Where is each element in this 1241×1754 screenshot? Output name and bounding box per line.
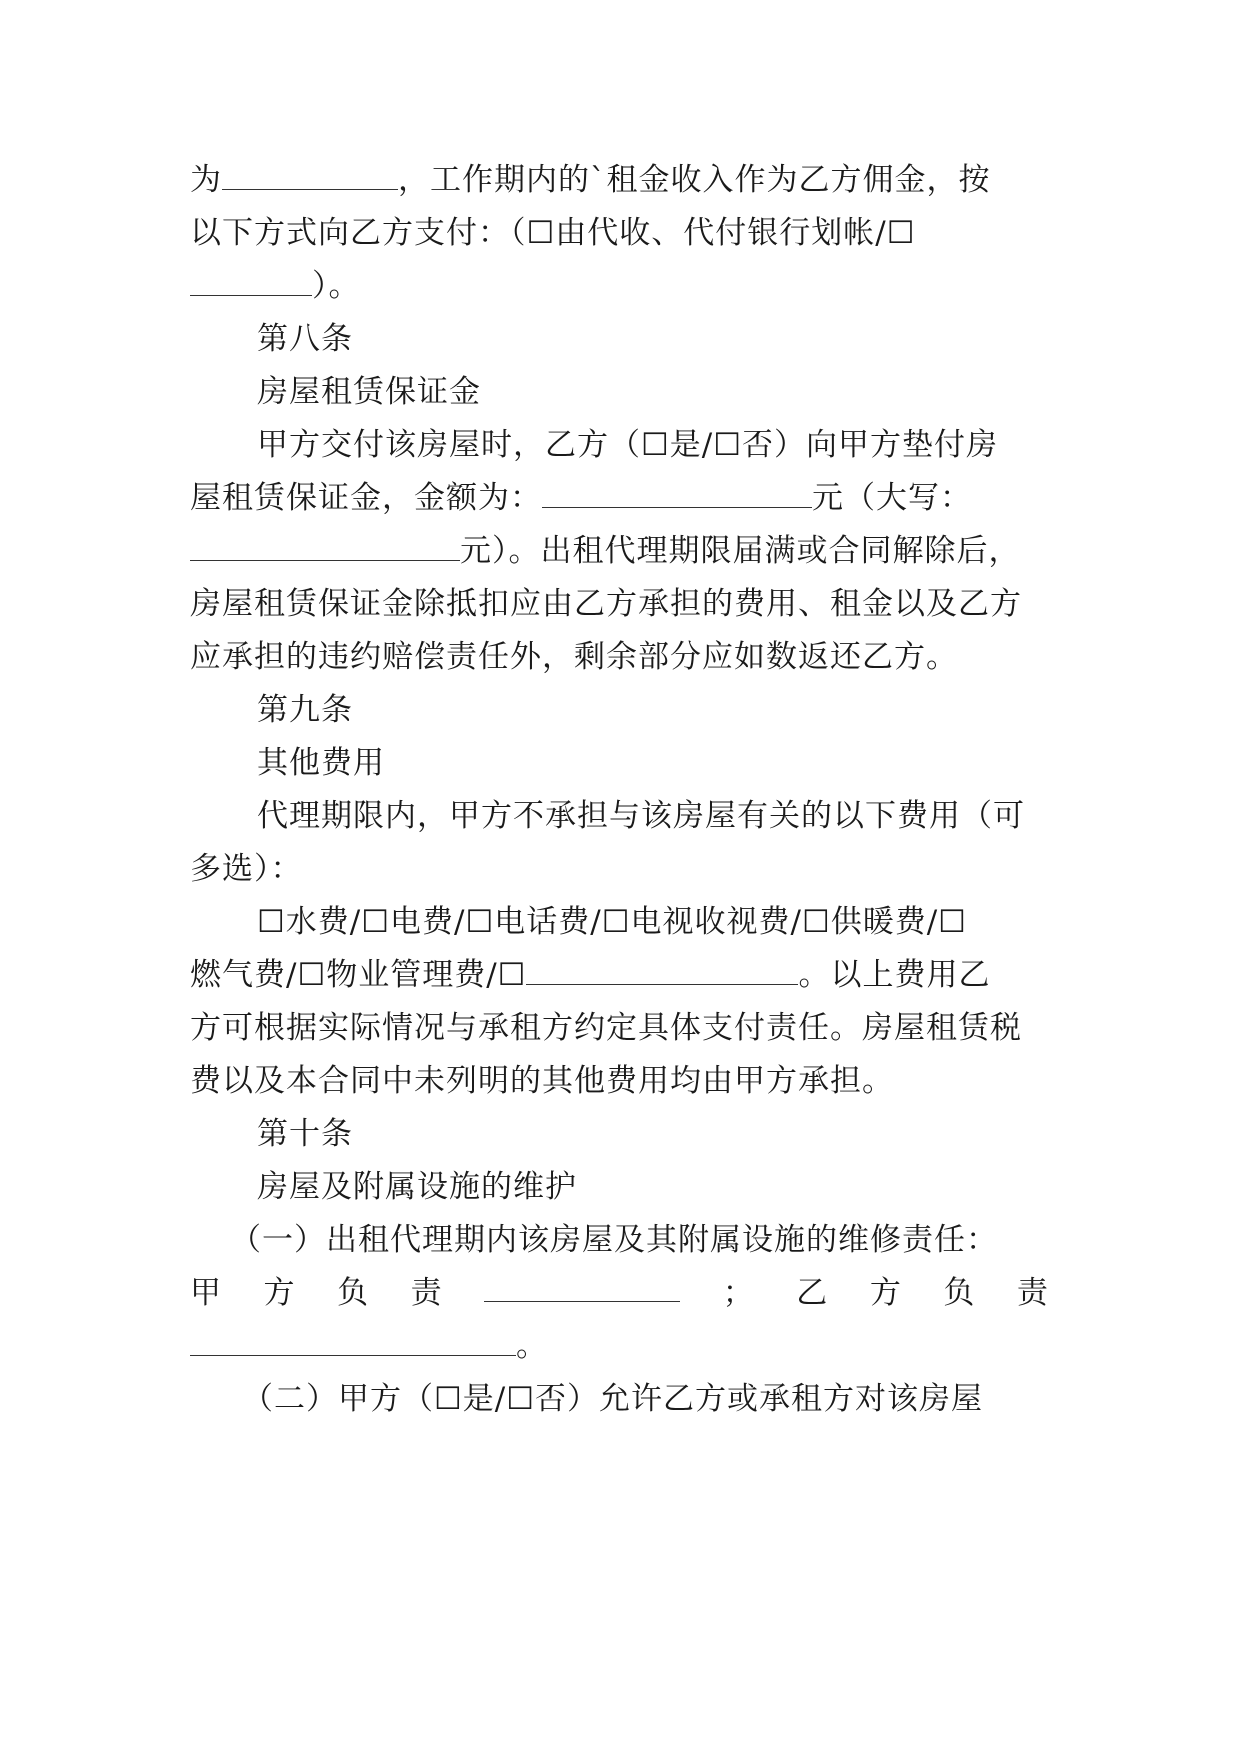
- text-line: 以下方式向乙方支付：（☐由代收、代付银行划帐/☐: [190, 215, 916, 251]
- article-number: 第九条: [257, 692, 353, 728]
- article-number: 第十条: [257, 1116, 353, 1152]
- fill-in-blank: [526, 956, 798, 985]
- text-line: 多选）：: [190, 851, 303, 887]
- text-line: 。: [190, 1326, 548, 1366]
- text-line: 元）。出租代理期限届满或合同解除后，: [190, 531, 1021, 571]
- paragraph-line: 甲方交付该房屋时，乙方（☐是/☐否）向甲方垫付房: [257, 427, 999, 463]
- fill-in-blank: [190, 1327, 516, 1356]
- article-title: 房屋及附属设施的维护: [257, 1169, 577, 1205]
- fill-in-blank: [222, 161, 398, 190]
- paragraph-line: 代理期限内，甲方不承担与该房屋有关的以下费用（可: [257, 798, 1025, 834]
- article-title: 房屋租赁保证金: [257, 374, 481, 410]
- text-line: ）。: [190, 266, 361, 306]
- fill-in-blank: [542, 479, 812, 508]
- fill-in-blank: [190, 267, 312, 296]
- fill-in-blank: [484, 1273, 680, 1302]
- text-line: 应承担的违约赔偿责任外，剩余部分应如数返还乙方。: [190, 639, 958, 675]
- fill-in-blank: [190, 532, 460, 561]
- text-line: 燃气费/☐物业管理费/☐ 。以上费用乙: [190, 957, 991, 993]
- text-line: 费以及本合同中未列明的其他费用均由甲方承担。: [190, 1063, 894, 1099]
- text-line: 方可根据实际情况与承租方约定具体支付责任。房屋租赁税: [190, 1010, 1022, 1046]
- text-line: 房屋租赁保证金除抵扣应由乙方承担的费用、租金以及乙方: [190, 586, 1022, 622]
- paragraph-line: ☐水费/☐电费/☐电话费/☐电视收视费/☐供暖费/☐: [257, 904, 967, 940]
- text-line: 屋租赁保证金，金额为： 元（大写：: [190, 480, 972, 516]
- paragraph-line: （一）出租代理期内该房屋及其附属设施的维修责任：: [230, 1222, 998, 1258]
- text-line: 甲 方 负 责 ； 乙 方 负 责: [190, 1275, 1048, 1311]
- paragraph-line: （二）甲方（☐是/☐否）允许乙方或承租方对该房屋: [242, 1381, 984, 1417]
- article-title: 其他费用: [257, 745, 385, 781]
- article-number: 第八条: [257, 321, 353, 357]
- text-line: 为 ，工作期内的`租金收入作为乙方佣金，按: [190, 162, 991, 198]
